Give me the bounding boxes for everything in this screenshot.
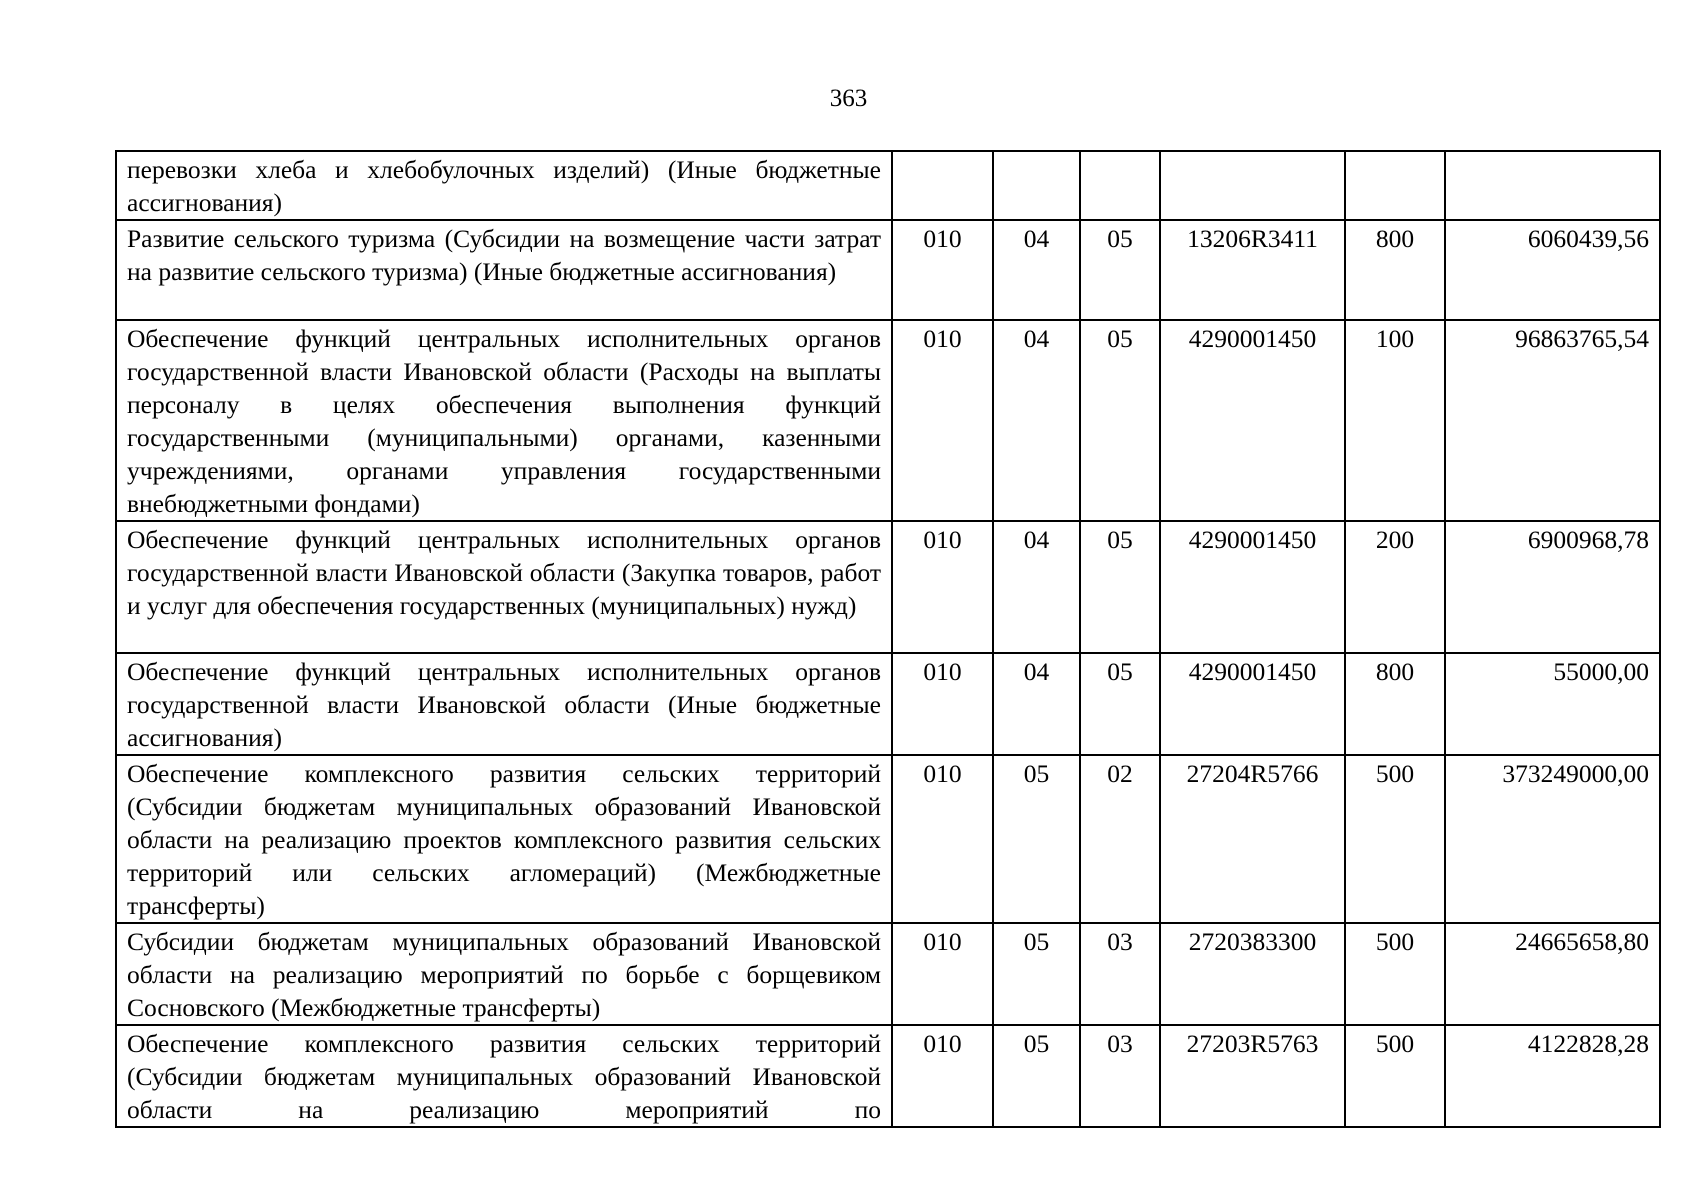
subsection-code-cell: 05 bbox=[1080, 653, 1160, 755]
table-row bbox=[116, 653, 1660, 755]
ministry-code-cell: 010 bbox=[892, 320, 993, 521]
section-code-cell bbox=[993, 151, 1080, 220]
subsection-code-cell: 05 bbox=[1080, 220, 1160, 320]
expense-type-cell: 800 bbox=[1345, 220, 1445, 320]
section-code-cell: 04 bbox=[993, 653, 1080, 755]
description-cell: Обеспечение функций центральных исполнительных органов государственной власти Ивановской области (Закупка товаров, работ и услуг для обеспечения государственных (муниципальных) нужд) bbox=[116, 521, 892, 653]
target-article-cell bbox=[1160, 151, 1345, 220]
table-row bbox=[116, 220, 1660, 320]
section-code-cell: 05 bbox=[993, 1025, 1080, 1127]
target-article-cell: 27203R5763 bbox=[1160, 1025, 1345, 1127]
table-row bbox=[116, 1025, 1660, 1127]
subsection-code-cell: 05 bbox=[1080, 521, 1160, 653]
description-cell: Обеспечение функций центральных исполнительных органов государственной власти Ивановской области (Расходы на выплаты персоналу в целях обеспечения выполнения функций государственными (муниципальными) органами, казенными учреждениями, органами управления государственными внебюджетными фондами) bbox=[116, 320, 892, 521]
expense-type-cell: 800 bbox=[1345, 653, 1445, 755]
amount-cell: 373249000,00 bbox=[1445, 755, 1660, 923]
amount-cell: 4122828,28 bbox=[1445, 1025, 1660, 1127]
expense-type-cell: 200 bbox=[1345, 521, 1445, 653]
table-row bbox=[116, 923, 1660, 1025]
amount-cell bbox=[1445, 151, 1660, 220]
ministry-code-cell: 010 bbox=[892, 1025, 993, 1127]
description-cell: Субсидии бюджетам муниципальных образований Ивановской области на реализацию мероприятий по борьбе с борщевиком Сосновского (Межбюджетные трансферты) bbox=[116, 923, 892, 1025]
amount-cell: 6900968,78 bbox=[1445, 521, 1660, 653]
table-row bbox=[116, 151, 1660, 220]
table-row bbox=[116, 521, 1660, 653]
table-row bbox=[116, 320, 1660, 521]
ministry-code-cell: 010 bbox=[892, 653, 993, 755]
expense-type-cell bbox=[1345, 151, 1445, 220]
expense-type-cell: 500 bbox=[1345, 1025, 1445, 1127]
amount-cell: 55000,00 bbox=[1445, 653, 1660, 755]
expense-type-cell: 500 bbox=[1345, 923, 1445, 1025]
ministry-code-cell bbox=[892, 151, 993, 220]
amount-cell: 24665658,80 bbox=[1445, 923, 1660, 1025]
section-code-cell: 05 bbox=[993, 755, 1080, 923]
amount-cell: 96863765,54 bbox=[1445, 320, 1660, 521]
subsection-code-cell: 02 bbox=[1080, 755, 1160, 923]
target-article-cell: 2720383300 bbox=[1160, 923, 1345, 1025]
description-cell: Развитие сельского туризма (Субсидии на возмещение части затрат на развитие сельского туризма) (Иные бюджетные ассигнования) bbox=[116, 220, 892, 320]
section-code-cell: 04 bbox=[993, 320, 1080, 521]
description-cell: Обеспечение комплексного развития сельских территорий (Субсидии бюджетам муниципальных образований Ивановской области на реализацию проектов комплексного развития сельских территорий или сельских агломераций) (Межбюджетные трансферты) bbox=[116, 755, 892, 923]
description-cell: перевозки хлеба и хлебобулочных изделий) (Иные бюджетные ассигнования) bbox=[116, 151, 892, 220]
subsection-code-cell: 05 bbox=[1080, 320, 1160, 521]
table-row bbox=[116, 755, 1660, 923]
amount-cell: 6060439,56 bbox=[1445, 220, 1660, 320]
ministry-code-cell: 010 bbox=[892, 220, 993, 320]
ministry-code-cell: 010 bbox=[892, 755, 993, 923]
section-code-cell: 04 bbox=[993, 521, 1080, 653]
description-cell: Обеспечение комплексного развития сельских территорий (Субсидии бюджетам муниципальных образований Ивановской области на реализацию мероприятий по bbox=[116, 1025, 892, 1127]
subsection-code-cell: 03 bbox=[1080, 1025, 1160, 1127]
target-article-cell: 4290001450 bbox=[1160, 653, 1345, 755]
description-cell: Обеспечение функций центральных исполнительных органов государственной власти Ивановской области (Иные бюджетные ассигнования) bbox=[116, 653, 892, 755]
target-article-cell: 27204R5766 bbox=[1160, 755, 1345, 923]
subsection-code-cell: 03 bbox=[1080, 923, 1160, 1025]
section-code-cell: 04 bbox=[993, 220, 1080, 320]
expense-type-cell: 100 bbox=[1345, 320, 1445, 521]
subsection-code-cell bbox=[1080, 151, 1160, 220]
target-article-cell: 13206R3411 bbox=[1160, 220, 1345, 320]
target-article-cell: 4290001450 bbox=[1160, 320, 1345, 521]
target-article-cell: 4290001450 bbox=[1160, 521, 1345, 653]
ministry-code-cell: 010 bbox=[892, 923, 993, 1025]
budget-table bbox=[115, 150, 1661, 1128]
page-number: 363 bbox=[829, 85, 868, 112]
section-code-cell: 05 bbox=[993, 923, 1080, 1025]
expense-type-cell: 500 bbox=[1345, 755, 1445, 923]
ministry-code-cell: 010 bbox=[892, 521, 993, 653]
